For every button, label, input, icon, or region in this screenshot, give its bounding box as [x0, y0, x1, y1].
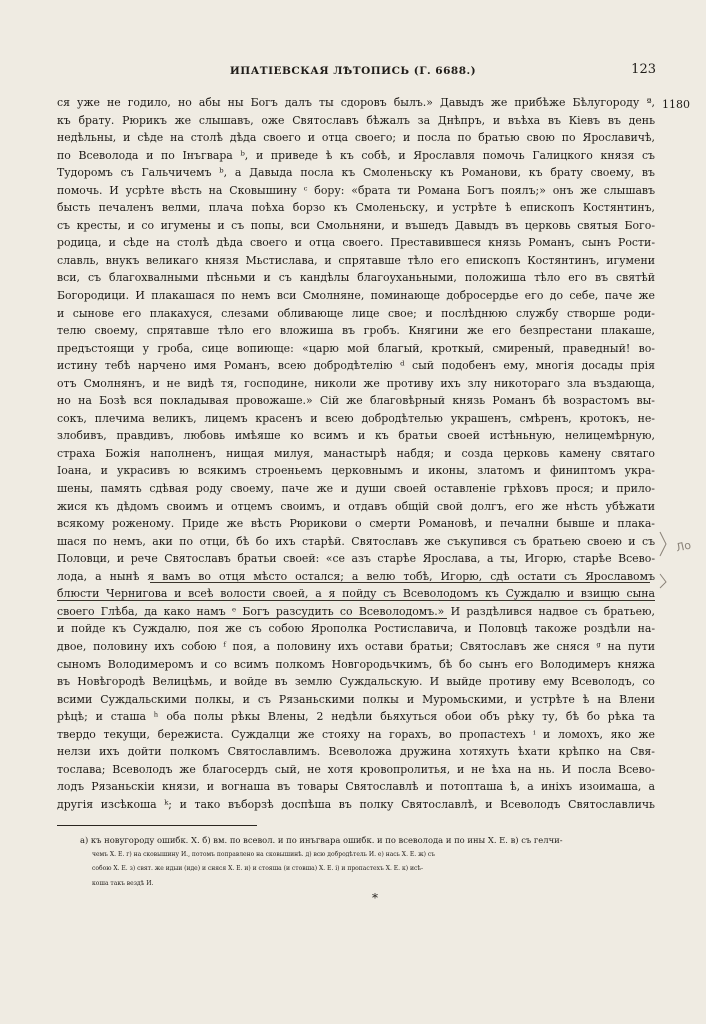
text-line: страха Божія наполненъ, нищая милуя, манастырѣ набдя; и созда церковь камену святаго: [57, 446, 655, 460]
text-line: Половци, и рече Святославъ братьи своей: «се азъ старѣе Ярослава, а ты, Игорю, старѣе Всево-: [57, 552, 655, 566]
text-line: сокъ, плечима великъ, лицемъ красенъ и всею добродѣтелью украшенъ, смѣренъ, кротокъ, не-: [57, 411, 655, 425]
text-line: къ брату. Рюрикъ же слышавъ, оже Святославъ бѣжалъ за Днѣпръ, и въѣха въ Кіевъ въ день: [57, 113, 655, 127]
footnote-line: a) къ новугороду ошибк. Х. б) вм. по всевол. и по инъгвара ошибк. и по всеволода и по ины Х. Е. в) съ гелчи-: [80, 835, 563, 845]
text-line: славль, внукъ великаго князя Мьстислава, и спрятавше тѣло его епископъ Костянтинъ, игумени: [57, 253, 655, 267]
text-line: съ кресты, и со игумены и съ попы, вси Смольняни, и въшедъ Давыдъ въ церковь святыя Бого-: [57, 218, 655, 232]
text-line: но на Бозѣ вся покладывая провожаше.» Сій же благовѣрный князь Романъ бѣ возрастомъ вы-: [57, 394, 655, 408]
text-line: рѣцѣ; и сташа ʰ оба полы рѣкы Влены, 2 недѣли бьяхуться обои объ рѣку ту, бѣ бо рѣка та: [57, 710, 655, 724]
text-line: жися къ дѣдомъ своимъ и отцемъ своимъ, и отдавъ общій свой долгъ, его же нѣсть убѣжати: [57, 499, 655, 513]
footnote-line: собою Х. Е. з) свят. же идыи (иде) и сняся Х. Е. и) и стояша (и стовша) Х. Е. і) и пропастехъ Х. Е. к) исѣ-: [92, 865, 423, 873]
text-line: всякому роженому. Приде же вѣсть Рюрикови о смерти Романовѣ, и печални бывше и плака-: [57, 517, 655, 531]
text-line: въ Новѣгородѣ Велицѣмь, и войде въ землю Суждальскую. И выйде противу ему Всеволодъ, со: [57, 675, 655, 689]
text-line: Тудоромъ съ Гальчичемъ ᵇ, а Давыда посла къ Смоленьску къ Романови, къ брату своему, въ: [57, 166, 655, 180]
pencil-bracket-mark: [656, 530, 696, 590]
text-line: двое, половину ихъ собою ᶠ поя, а половину ихъ остави братьи; Святославъ же сняся ᵍ на пути: [57, 639, 655, 653]
footnote-line: коша такъ вездѣ И.: [92, 879, 154, 887]
pencil-underline: [150, 582, 650, 583]
text-line: Іоана, и украсивъ ю всякимъ строеньемъ церковнымъ и иконы, златомъ и финиптомъ укра-: [57, 464, 655, 478]
text-line: по Всеволода и по Інъгвара ᵇ, и приведе ѣ къ собѣ, и Ярославля помочь Галицкого князя съ: [57, 148, 655, 162]
text-line: вси, съ благохвалными пѣсньми и съ кандѣлы благоуханьными, положиша тѣло его въ святѣй: [57, 271, 655, 285]
text-line: всими Суждальскими полкы, и съ Рязаньскими полкы и Муромьскими, и устрѣте ѣ на Влени: [57, 692, 655, 706]
text-line: злобивъ, правдивъ, любовь имѣяше ко всимъ и къ братьи своей истѣньную, нелицемѣрную,: [57, 429, 655, 443]
text-line: лодъ Рязаньскіи князи, и вогнаша въ товары Святославлѣ и потопташа ѣ, а иніхъ изоимаша, а: [57, 780, 655, 794]
text-line: ся уже не годило, но абы ны Богъ далъ ты сдоровъ былъ.» Давыдъ же прибѣже Бѣлугороду ª,: [57, 96, 655, 109]
year-margin-note: 1180: [662, 98, 690, 111]
page-number: 123: [631, 62, 656, 77]
footnote-line: чемъ Х. Е. г) на сковышину И., потомъ поправлено на сковышинѣ. д) всю добродѣтель И. е) нась Х. Е. ж) съ: [92, 850, 436, 858]
asterisk-mark: *: [372, 891, 378, 905]
pencil-underline: [57, 618, 447, 619]
text-line: сыномъ Володимеромъ и со всимъ полкомъ Новгородьчкимъ, бѣ бо сынъ его Володимеръ княжа: [57, 657, 655, 671]
text-line: предъстоящи у гроба, сице вопиюще: «царю мой благый, кроткый, смиреный, праведный! во-: [57, 341, 655, 355]
text-line: нелзи ихъ дойти полкомъ Святославлимъ. Всеволожа дружина хотяхуть ѣхати крѣпко на Свя-: [57, 745, 655, 759]
text-line: истину тебѣ нарчено имя Романъ, всею добродѣтелію ᵈ сый подобенъ ему, многія досады прія: [57, 359, 655, 373]
text-line: недѣльны, и сѣде на столѣ дѣда своего и отца своего; и посла по братью свою по Ярославичѣ,: [57, 131, 655, 145]
text-line: бысть печаленъ велми, плача поѣха борзо къ Смоленьску, и устрѣте ѣ епископъ Костянтинъ,: [57, 201, 655, 215]
text-line: шены, память сдѣвая роду своему, паче же и души своей оставленіе грѣховъ прося; и прило-: [57, 482, 655, 496]
text-line: и пойде къ Суждалю, поя же съ собою Ярополка Ростиславича, и Половцѣ такоже роздѣли на-: [57, 622, 655, 636]
pencil-margin-note: Ло: [674, 538, 693, 555]
text-line: Богородици. И плакашася по немъ вси Смолняне, поминающе добросердье его до себе, паче же: [57, 289, 655, 303]
text-line: помочь. И усрѣте вѣсть на Сковышину ᶜ бору: «брата ти Романа Богъ поялъ;» онъ же слышавъ: [57, 183, 655, 197]
pencil-underline: [57, 600, 655, 601]
text-line: телю своему, спрятавше тѣло его вложиша въ гробъ. Княгини же его безпрестани плакаше,: [57, 324, 655, 338]
footnotes: [80, 833, 660, 891]
text-line: своего Глѣба, да како намъ ᵉ Богъ разсудить со Всеволодомъ.» И раздѣлився надвое съ братьею,: [57, 604, 655, 618]
text-line: родица, и сѣде на столѣ дѣда своего и отца своего. Преставившеся князь Романъ, сынъ Рости-: [57, 236, 655, 250]
text-line: другія изсѣкоша ᵏ; и тако въборзѣ доспѣша въ полку Святославлѣ, и Всеволодъ Святославличь: [57, 797, 655, 811]
text-line: блюсти Чернигова и всеѣ волости своей, а я пойду съ Всеволодомъ къ Суждалю и взищю сына: [57, 587, 655, 601]
body-text: [57, 94, 655, 813]
text-line: и сынове его плакахуся, слезами обливающе лице свое; и послѣднюю службу створше роди-: [57, 306, 655, 320]
text-line: отъ Смолнянъ, и не видѣ тя, господине, николи же противу ихъ злу никотораго зла въздающа,: [57, 376, 655, 390]
text-line: тослава; Всеволодъ же благосердъ сый, не хотя кровопролитья, и не ѣха на нь. И посла Всево-: [57, 762, 655, 776]
text-line: лода, а нынѣ я вамъ во отця мѣсто остался; а велю тобѣ, Игорю, сдѣ остати съ Ярославомъ: [57, 569, 655, 583]
text-line: твердо текущи, бережиста. Суждалци же стояху на горахъ, во пропастехъ ⁱ и ломохъ, яко же: [57, 727, 655, 741]
footnote-divider: [57, 825, 257, 826]
running-header-title: ИПАТІЕВСКАЯ ЛѢТОПИСЬ (Г. 6688.): [229, 65, 477, 77]
text-line: шася по немъ, аки по отци, бѣ бо ихъ старѣй. Святославъ же съкупився съ братьею своею и съ: [57, 534, 655, 548]
